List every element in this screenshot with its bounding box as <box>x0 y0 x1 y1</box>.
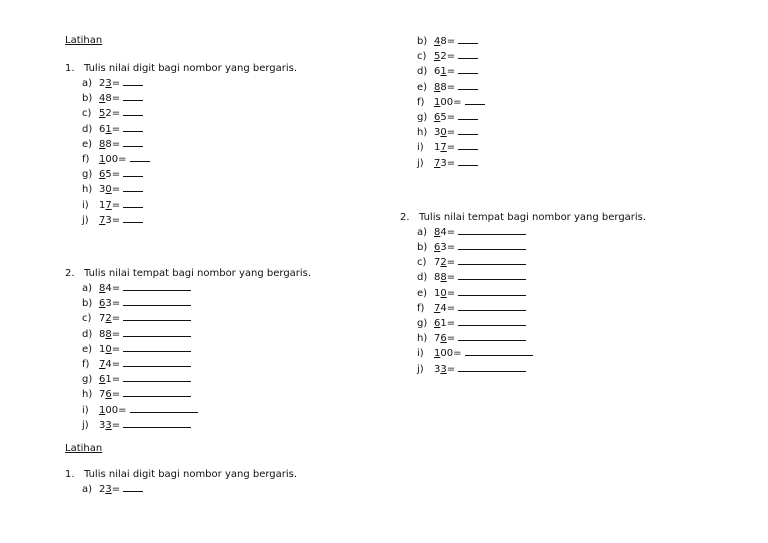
answer-blank[interactable] <box>465 95 485 105</box>
answer-item <box>417 362 700 377</box>
equals-sign: = <box>446 302 456 314</box>
answer-blank[interactable] <box>123 198 143 208</box>
underlined-digit: 6 <box>434 242 441 254</box>
number-value: 76 <box>434 333 447 345</box>
equals-sign: = <box>446 272 456 284</box>
answer-item <box>82 387 365 402</box>
answer-blank[interactable] <box>123 357 191 367</box>
underlined-digit: 0 <box>105 343 112 355</box>
equals-sign: = <box>111 199 121 211</box>
answer-item <box>417 140 700 155</box>
answer-blank[interactable] <box>123 342 191 352</box>
underlined-digit: 7 <box>434 302 441 314</box>
underlined-digit: 8 <box>105 328 112 340</box>
item-label: e) <box>417 287 428 299</box>
equals-sign: = <box>446 226 456 238</box>
underlined-digit: 0 <box>440 287 447 299</box>
equals-sign: = <box>446 51 456 63</box>
underlined-digit: 8 <box>440 272 447 284</box>
item-label: i) <box>82 199 89 211</box>
worksheet-heading: Latihan <box>65 35 103 46</box>
answer-blank[interactable] <box>123 167 143 177</box>
number-value: 88 <box>434 81 447 93</box>
equals-sign: = <box>453 96 462 108</box>
question-2 <box>65 267 365 281</box>
item-label: f) <box>417 96 425 108</box>
answer-blank[interactable] <box>123 482 143 492</box>
number-value: 88 <box>99 328 112 340</box>
number-value: 30 <box>99 184 112 196</box>
underlined-digit: 8 <box>434 226 441 238</box>
answer-item <box>417 301 700 316</box>
underlined-digit: 1 <box>434 96 441 108</box>
equals-sign: = <box>111 184 121 196</box>
answer-item <box>82 182 365 197</box>
answer-blank[interactable] <box>123 372 191 382</box>
number-value: 10 <box>434 287 447 299</box>
underlined-digit: 7 <box>105 199 112 211</box>
equals-sign: = <box>111 359 121 371</box>
number-value: 84 <box>99 283 112 295</box>
answer-item <box>82 167 365 182</box>
underlined-digit: 7 <box>434 157 441 169</box>
answer-blank[interactable] <box>458 331 526 341</box>
number-value: 65 <box>99 169 112 181</box>
equals-sign: = <box>446 318 456 330</box>
number-value: 76 <box>99 389 112 401</box>
left-column <box>65 34 365 497</box>
q1-item-list <box>400 34 700 171</box>
question-1 <box>65 62 365 76</box>
item-label: i) <box>82 404 89 416</box>
number-value: 88 <box>99 138 112 150</box>
worksheet-heading: Latihan <box>65 443 103 455</box>
right-column <box>400 34 700 377</box>
question-number: 1. <box>65 63 75 74</box>
item-label: j) <box>417 157 424 169</box>
number-value: 73 <box>99 214 112 226</box>
item-label: b) <box>82 93 93 105</box>
answer-item <box>417 34 700 49</box>
answer-blank[interactable] <box>458 156 478 166</box>
answer-item <box>417 125 700 140</box>
item-label: c) <box>82 108 92 120</box>
answer-blank[interactable] <box>123 311 191 321</box>
answer-item <box>82 281 365 296</box>
item-label: i) <box>417 348 424 360</box>
number-value: 61 <box>434 318 447 330</box>
item-label: b) <box>417 242 428 254</box>
question-text: Tulis nilai digit bagi nombor yang bergaris. <box>84 469 298 481</box>
underlined-digit: 8 <box>99 138 106 150</box>
equals-sign: = <box>111 283 121 295</box>
underlined-digit: 1 <box>105 123 112 135</box>
number-value: 33 <box>99 419 112 431</box>
equals-sign: = <box>453 348 462 360</box>
q1-item-list <box>65 482 365 497</box>
answer-item <box>82 91 365 106</box>
number-value: 23 <box>99 78 112 89</box>
answer-item <box>82 403 365 418</box>
item-label: g) <box>82 374 93 386</box>
underlined-digit: 4 <box>434 36 441 47</box>
answer-blank[interactable] <box>458 362 526 372</box>
q1-item-list <box>65 76 365 228</box>
equals-sign: = <box>118 404 127 416</box>
answer-item <box>82 327 365 342</box>
item-label: j) <box>82 214 89 226</box>
answer-item <box>82 342 365 357</box>
number-value: 23 <box>99 484 112 496</box>
equals-sign: = <box>446 363 456 375</box>
number-value: 74 <box>434 302 447 314</box>
answer-blank[interactable] <box>458 286 526 296</box>
underlined-digit: 0 <box>105 184 112 196</box>
underlined-digit: 1 <box>99 404 106 416</box>
item-label: h) <box>82 184 93 196</box>
equals-sign: = <box>446 142 456 154</box>
number-value: 63 <box>99 298 112 310</box>
item-label: f) <box>82 359 90 371</box>
item-label: a) <box>82 484 93 496</box>
underlined-digit: 3 <box>440 363 447 375</box>
number-value: 100 <box>99 404 119 416</box>
equals-sign: = <box>111 298 121 310</box>
answer-item <box>417 80 700 95</box>
question-number: 2. <box>400 211 410 223</box>
answer-blank[interactable] <box>458 255 526 265</box>
equals-sign: = <box>111 78 121 89</box>
q2-item-list <box>400 225 700 377</box>
answer-item <box>82 137 365 152</box>
answer-item <box>82 152 365 167</box>
equals-sign: = <box>446 81 456 93</box>
equals-sign: = <box>446 112 456 124</box>
answer-item <box>82 357 365 372</box>
underlined-digit: 6 <box>434 112 441 124</box>
answer-item <box>82 76 365 91</box>
underlined-digit: 5 <box>99 108 106 120</box>
number-value: 10 <box>99 343 112 355</box>
question-number: 2. <box>65 268 75 280</box>
underlined-digit: 5 <box>434 51 441 63</box>
answer-item <box>417 240 700 255</box>
answer-item <box>417 95 700 110</box>
item-label: e) <box>82 343 93 355</box>
underlined-digit: 6 <box>434 318 441 330</box>
number-value: 61 <box>434 66 447 78</box>
answer-item <box>417 49 700 64</box>
question-text: Tulis nilai digit bagi nombor yang bergaris. <box>84 63 298 74</box>
item-label: g) <box>417 318 428 330</box>
underlined-digit: 1 <box>434 348 441 360</box>
answer-item <box>82 106 365 121</box>
answer-blank[interactable] <box>123 387 191 397</box>
number-value: 100 <box>99 154 119 166</box>
item-label: a) <box>417 226 428 238</box>
equals-sign: = <box>111 343 121 355</box>
answer-blank[interactable] <box>130 152 150 162</box>
item-label: h) <box>417 127 428 139</box>
number-value: 100 <box>434 96 454 108</box>
answer-blank[interactable] <box>123 122 143 132</box>
equals-sign: = <box>111 328 121 340</box>
answer-blank[interactable] <box>123 213 143 223</box>
item-label: f) <box>417 302 425 314</box>
answer-blank[interactable] <box>458 34 478 44</box>
item-label: a) <box>82 283 93 295</box>
equals-sign: = <box>446 36 456 47</box>
equals-sign: = <box>446 242 456 254</box>
equals-sign: = <box>111 214 121 226</box>
underlined-digit: 8 <box>99 283 106 295</box>
answer-blank[interactable] <box>458 125 478 135</box>
question-number: 1. <box>65 469 75 481</box>
answer-blank[interactable] <box>123 91 143 101</box>
underlined-digit: 6 <box>440 333 447 345</box>
question-text: Tulis nilai tempat bagi nombor yang bergaris. <box>84 268 312 280</box>
number-value: 61 <box>99 374 112 386</box>
equals-sign: = <box>111 123 121 135</box>
equals-sign: = <box>446 333 456 345</box>
underlined-digit: 2 <box>440 257 447 269</box>
underlined-digit: 3 <box>105 419 112 431</box>
underlined-digit: 2 <box>105 313 112 325</box>
equals-sign: = <box>446 287 456 299</box>
underlined-digit: 1 <box>440 66 447 78</box>
number-value: 84 <box>434 226 447 238</box>
item-label: g) <box>417 112 428 124</box>
number-value: 30 <box>434 127 447 139</box>
underlined-digit: 8 <box>434 81 441 93</box>
number-value: 17 <box>434 142 447 154</box>
answer-item <box>82 418 365 433</box>
answer-item <box>417 346 700 361</box>
answer-blank[interactable] <box>458 225 526 235</box>
equals-sign: = <box>111 108 121 120</box>
number-value: 33 <box>434 363 447 375</box>
answer-item <box>417 316 700 331</box>
number-value: 48 <box>99 93 112 105</box>
equals-sign: = <box>111 374 121 386</box>
answer-item <box>417 270 700 285</box>
answer-blank[interactable] <box>458 80 478 90</box>
underlined-digit: 6 <box>105 389 112 401</box>
number-value: 88 <box>434 272 447 284</box>
underlined-digit: 3 <box>105 78 112 89</box>
underlined-digit: 1 <box>99 154 106 166</box>
underlined-digit: 7 <box>99 359 106 371</box>
number-value: 52 <box>434 51 447 63</box>
answer-blank[interactable] <box>123 106 143 116</box>
answer-blank[interactable] <box>458 316 526 326</box>
answer-item <box>82 311 365 326</box>
answer-blank[interactable] <box>458 49 478 59</box>
equals-sign: = <box>111 313 121 325</box>
number-value: 74 <box>99 359 112 371</box>
item-label: d) <box>417 66 428 78</box>
underlined-digit: 3 <box>105 484 112 496</box>
answer-item <box>417 331 700 346</box>
item-label: e) <box>82 138 93 150</box>
number-value: 63 <box>434 242 447 254</box>
answer-blank[interactable] <box>123 137 143 147</box>
answer-blank[interactable] <box>458 140 478 150</box>
item-label: d) <box>82 328 93 340</box>
item-label: f) <box>82 154 90 166</box>
equals-sign: = <box>111 138 121 150</box>
item-label: e) <box>417 81 428 93</box>
equals-sign: = <box>111 484 121 496</box>
answer-item <box>417 286 700 301</box>
equals-sign: = <box>111 169 121 181</box>
number-value: 72 <box>434 257 447 269</box>
underlined-digit: 7 <box>99 214 106 226</box>
item-label: i) <box>417 142 424 154</box>
answer-blank[interactable] <box>458 301 526 311</box>
item-label: d) <box>417 272 428 284</box>
underlined-digit: 6 <box>99 169 106 181</box>
answer-blank[interactable] <box>458 64 478 74</box>
underlined-digit: 4 <box>99 93 106 105</box>
equals-sign: = <box>446 257 456 269</box>
answer-blank[interactable] <box>130 403 198 413</box>
answer-blank[interactable] <box>123 76 143 86</box>
answer-item <box>417 110 700 125</box>
question-text: Tulis nilai tempat bagi nombor yang bergaris. <box>419 211 647 223</box>
item-label: c) <box>82 313 92 325</box>
answer-blank[interactable] <box>123 296 191 306</box>
answer-item <box>82 122 365 137</box>
answer-item <box>82 482 365 497</box>
equals-sign: = <box>111 389 121 401</box>
number-value: 72 <box>99 313 112 325</box>
question-1 <box>65 468 365 482</box>
answer-blank[interactable] <box>458 110 478 120</box>
equals-sign: = <box>111 93 121 105</box>
number-value: 52 <box>99 108 112 120</box>
number-value: 100 <box>434 348 454 360</box>
item-label: d) <box>82 123 93 135</box>
item-label: g) <box>82 169 93 181</box>
answer-item <box>417 225 700 240</box>
equals-sign: = <box>446 127 456 139</box>
answer-blank[interactable] <box>123 281 191 291</box>
item-label: c) <box>417 257 427 269</box>
answer-item <box>82 372 365 387</box>
answer-blank[interactable] <box>458 270 526 280</box>
answer-item <box>417 64 700 79</box>
underlined-digit: 6 <box>99 374 106 386</box>
item-label: j) <box>417 363 424 375</box>
item-label: h) <box>417 333 428 345</box>
equals-sign: = <box>118 154 127 166</box>
answer-item <box>82 296 365 311</box>
equals-sign: = <box>446 66 456 78</box>
underlined-digit: 7 <box>440 142 447 154</box>
answer-blank[interactable] <box>123 327 191 337</box>
answer-item <box>417 255 700 270</box>
answer-blank[interactable] <box>123 182 143 192</box>
number-value: 17 <box>99 199 112 211</box>
number-value: 48 <box>434 36 447 47</box>
equals-sign: = <box>446 157 456 169</box>
answer-blank[interactable] <box>458 240 526 250</box>
item-label: j) <box>82 419 89 431</box>
answer-item <box>82 213 365 228</box>
answer-item <box>417 156 700 171</box>
q2-item-list <box>65 281 365 433</box>
underlined-digit: 0 <box>440 127 447 139</box>
answer-blank[interactable] <box>123 418 191 428</box>
question-2 <box>400 211 700 225</box>
item-label: a) <box>82 78 93 89</box>
answer-item <box>82 198 365 213</box>
item-label: c) <box>417 51 427 63</box>
number-value: 65 <box>434 112 447 124</box>
equals-sign: = <box>111 419 121 431</box>
number-value: 61 <box>99 123 112 135</box>
item-label: h) <box>82 389 93 401</box>
number-value: 73 <box>434 157 447 169</box>
answer-blank[interactable] <box>465 346 533 356</box>
item-label: b) <box>417 36 428 47</box>
underlined-digit: 6 <box>99 298 106 310</box>
item-label: b) <box>82 298 93 310</box>
